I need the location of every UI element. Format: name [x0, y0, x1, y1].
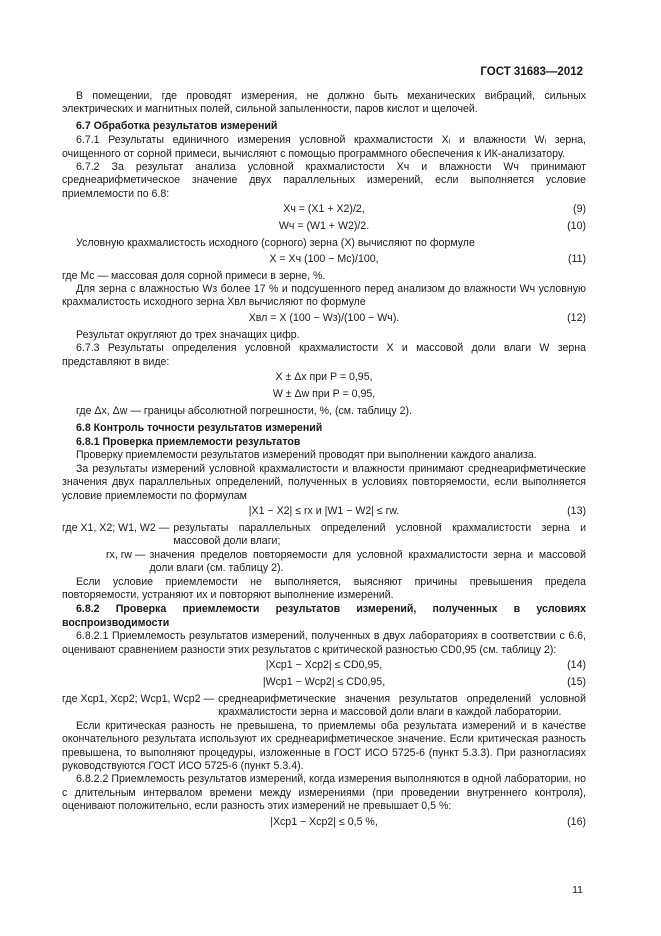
formula-13-expression: |X1 − X2| ≤ rx и |W1 − W2| ≤ rw. — [248, 504, 400, 517]
document-header: ГОСТ 31683—2012 — [480, 66, 583, 78]
formula-12-expression: Xвл = X (100 − Wз)/(100 − Wч). — [248, 311, 400, 324]
result-x — [62, 371, 586, 386]
paragraph-6-8-2-2: 6.8.2.2 Приемлемость результатов измерений, когда измерения выполняются в одной лаборатории, но с длительным интервалом времени между измерениями (при проведении внутреннего контроля), оценивают положительно, если разность этих измерений не превышает 0,5 %: — [62, 773, 586, 813]
where-13-parallel-term: где X1, X2; W1, W2 — — [62, 521, 170, 534]
result-x-expression: X ± Δx при P = 0,95, — [275, 371, 373, 384]
where-mc: где Mc — массовая доля сорной примеси в зерне, %. — [62, 269, 326, 282]
result-w-expression: W ± Δw при P = 0,95, — [272, 388, 376, 401]
where-15 — [62, 693, 586, 720]
formula-10-number: (10) — [567, 220, 586, 233]
paragraph-6-8-1-b: За результаты измерений условной крахмалистости и влажности принимают среднеарифметические значения двух параллельных определений, полученных в условиях повторяемости, если выполняется условие приемлемости по формулам — [62, 462, 586, 502]
paragraph-rounding: Результат округляют до трех значащих цифр. — [76, 328, 300, 341]
formula-9-number: (9) — [573, 203, 586, 216]
section-heading-6-8: 6.8 Контроль точности результатов измерений — [76, 421, 323, 434]
where-13-parallel-def: результаты параллельных определений условной крахмалистости зерна и массовой доли влаги; — [173, 521, 586, 548]
formula-11 — [62, 253, 586, 268]
formula-15-number: (15) — [567, 676, 586, 688]
formula-9 — [62, 203, 586, 218]
formula-13-number: (13) — [567, 504, 586, 517]
formula-16 — [62, 816, 586, 831]
paragraph-moisture: Для зерна с влажностью Wз более 17 % и подсушенного перед анализом до влажности Wч условную крахмалистость исходного зерна Xвл вычисляют по формуле — [62, 283, 586, 309]
where-delta: где Δx, Δw — границы абсолютной погрешности, %, (см. таблицу 2). — [76, 405, 412, 418]
paragraph-6-7-3: 6.7.3 Результаты определения условной крахмалистости X и массовой доли влаги W зерна представляют в виде: — [62, 342, 586, 368]
page-content — [62, 90, 586, 833]
formula-11-expression: X = Xч (100 − Mc)/100, — [269, 252, 379, 265]
section-heading-6-8-1: 6.8.1 Проверка приемлемости результатов — [76, 435, 301, 448]
where-15-def: среднеарифметические значения результатов определений условной крахмалистости зерна и массовой доли влаги в каждой лаборатории. — [218, 693, 586, 719]
where-13-parallel — [62, 522, 586, 549]
paragraph-6-7-2: 6.7.2 За результат анализа условной крахмалистости Xч и влажности Wч принимают среднеарифметическое значение двух параллельных измерений, если выполняется условие приемлемости по 6.8: — [62, 161, 586, 200]
formula-9-expression: Xч = (X1 + X2)/2, — [283, 203, 365, 216]
paragraph-6-8-2-1: 6.8.2.1 Приемлемость результатов измерений, полученных в двух лабораториях в соответствии с 6.6, оценивают сравнением разности этих результатов с критической разностью CD0,95 (см. таблицу 2): — [62, 630, 586, 656]
formula-12-number: (12) — [567, 311, 586, 324]
section-heading-6-7: 6.7 Обработка результатов измерений — [76, 119, 278, 132]
paragraph-not-acceptable: Если условие приемлемости не выполняется, выясняют причины превышения предела повторяемости, устраняют их и повторяют выполнение измерений. — [62, 575, 586, 601]
formula-14-expression: |Xср1 − Xср2| ≤ CD0,95, — [265, 659, 383, 671]
formula-15-expression: |Wср1 − Wср2| ≤ CD0,95, — [262, 676, 386, 688]
formula-14 — [62, 659, 586, 674]
where-13-limits-term: rx, rw — — [106, 548, 146, 561]
page-number: 11 — [572, 884, 583, 896]
formula-10 — [62, 220, 586, 235]
formula-16-expression: |Xср1 − Xср2| ≤ 0,5 %, — [270, 815, 378, 828]
formula-11-number: (11) — [567, 252, 586, 265]
formula-16-number: (16) — [567, 815, 586, 828]
where-15-term: где Xср1, Xср2; Wср1, Wср2 — — [62, 693, 215, 705]
formula-15 — [62, 676, 586, 691]
paragraph-critical-difference: Если критическая разность не превышена, то приемлемы оба результата измерений и в качестве окончательного результата используют их среднеарифметическое значение. Если критическая разность превышена, то выполняют процедуры, изложенные в ГОСТ ИСО 5725-6 (пункт 5.3.3). При разногласиях руководствуются ГОСТ ИСО 5725-6 (пункт 5.3.4). — [62, 719, 586, 773]
where-13-limits-def: значения пределов повторяемости для условной крахмалистости зерна и массовой доли влаги (см. таблицу 2). — [149, 548, 586, 575]
paragraph-6-8-1-a: Проверку приемлемости результатов измерений проводят при выполнении каждого анализа. — [76, 449, 537, 462]
section-heading-6-8-2: 6.8.2 Проверка приемлемости результатов измерений, полученных в условиях воспроизводимости — [62, 603, 586, 629]
formula-10-expression: Wч = (W1 + W2)/2. — [278, 220, 370, 233]
formula-14-number: (14) — [567, 659, 586, 671]
result-w — [62, 388, 586, 403]
formula-13 — [62, 505, 586, 520]
paragraph-intro: В помещении, где проводят измерения, не должно быть механических вибраций, сильных электрических и магнитных полей, сильной запыленности, паров кислот и щелочей. — [62, 90, 586, 116]
formula-12 — [62, 312, 586, 327]
where-13-limits — [62, 549, 586, 576]
paragraph-6-7-1: 6.7.1 Результаты единичного измерения условной крахмалистости Xᵢ и влажности Wᵢ зерна, очищенного от сорной примеси, вычисляют с помощью программного обеспечения к ИК-анализатору. — [62, 134, 586, 160]
paragraph-conditional-starch: Условную крахмалистость исходного (сорного) зерна (X) вычисляют по формуле — [76, 237, 475, 250]
